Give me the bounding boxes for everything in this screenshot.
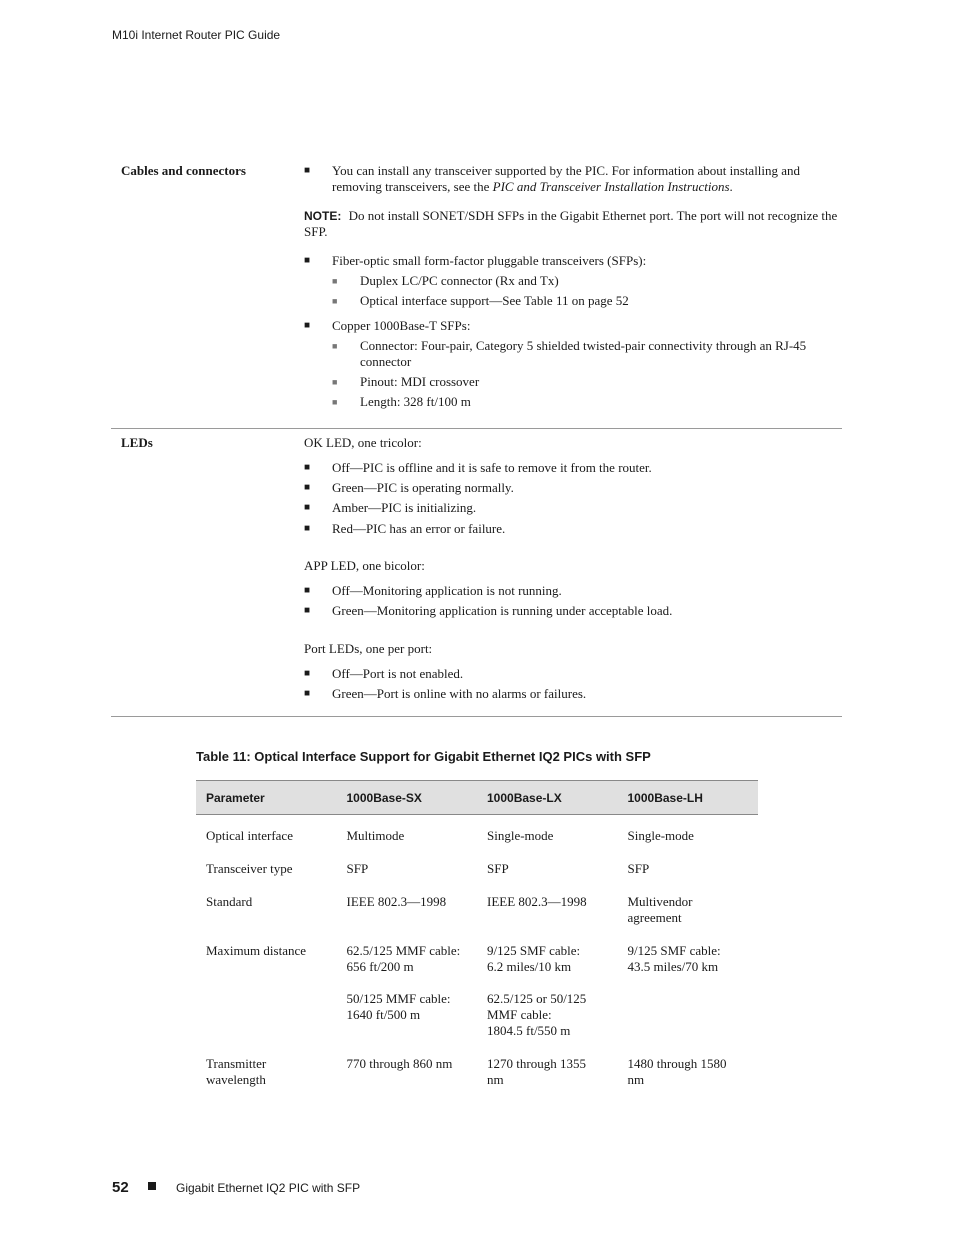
cell-line: nm (627, 1072, 645, 1087)
sub-bullet-text: Duplex LC/PC connector (Rx and Tx) (360, 273, 559, 288)
bullet-fiber-sfp (304, 253, 840, 269)
column-header: 1000Base-LH (618, 781, 759, 815)
ok-led-item (304, 460, 840, 476)
cell-line: 1804.5 ft/550 m (487, 1023, 571, 1038)
table-header-row (196, 781, 758, 815)
small-square-bullet-icon: ■ (332, 377, 338, 387)
square-bullet-icon: ■ (304, 605, 311, 616)
app-led-intro: APP LED, one bicolor: (304, 558, 425, 573)
cell-line: 62.5/125 or 50/125 (487, 991, 587, 1006)
cell-spacer (487, 975, 618, 991)
cables-content (304, 163, 840, 410)
cell-line: 1480 through 1580 (627, 1056, 727, 1071)
table-cell-lx (477, 844, 618, 877)
table-cell-param (196, 877, 337, 926)
column-header: Parameter (196, 781, 337, 815)
cell-line: nm (487, 1072, 504, 1087)
app-led-item (304, 603, 840, 619)
table-cell-sx (337, 844, 478, 877)
doc-reference: PIC and Transceiver Installation Instructions (492, 179, 730, 194)
footer-section-title: Gigabit Ethernet IQ2 PIC with SFP (176, 1181, 361, 1195)
cell-line: 43.5 miles/70 km (627, 959, 719, 974)
table-row (196, 1039, 758, 1088)
cell-line: SFP (487, 861, 509, 876)
small-square-bullet-icon: ■ (332, 276, 338, 286)
ok-led-item (304, 521, 840, 537)
bullet-text: Red—PIC has an error or failure. (332, 521, 506, 536)
note-text: Do not install SONET/SDH SFPs in the Gigabit Ethernet port. The port will not recognize the SFP. (304, 208, 838, 239)
table-row (196, 877, 758, 926)
table-body (196, 815, 758, 1089)
sub-bullet (332, 273, 840, 289)
bullet-text: Amber—PIC is initializing. (332, 500, 477, 515)
cell-line: agreement (627, 910, 682, 925)
square-bullet-icon: ■ (304, 688, 311, 699)
cell-spacer (347, 975, 478, 991)
sub-bullet-text: Optical interface support—See Table 11 on page 52 (360, 293, 629, 308)
small-square-bullet-icon: ■ (332, 296, 338, 306)
cell-line: SFP (627, 861, 650, 876)
cell-line: Transceiver type (206, 861, 293, 876)
ok-led-intro: OK LED, one tricolor: (304, 435, 422, 450)
table-cell-param (196, 844, 337, 877)
table-cell-param (196, 815, 337, 845)
square-bullet-icon: ■ (304, 482, 311, 493)
column-header: 1000Base-LX (477, 781, 618, 815)
sub-bullet-text: Length: 328 ft/100 m (360, 394, 471, 409)
table-cell-lh (618, 926, 759, 1039)
ok-led-item (304, 480, 840, 496)
bullet-text: Off—PIC is offline and it is safe to remove it from the router. (332, 460, 652, 475)
bullet-transceivers (304, 163, 840, 195)
cell-line: 1270 through 1355 (487, 1056, 586, 1071)
bullet-text: You can install any transceiver supported by the PIC. For information about installing and removing transceivers, see the PIC and Transceiver Installation Instructions. (332, 163, 801, 194)
cell-line: IEEE 802.3—1998 (487, 894, 587, 909)
square-bullet-icon: ■ (304, 502, 311, 513)
table-cell-lx (477, 815, 618, 845)
table-cell-lx (477, 1039, 618, 1088)
square-bullet-icon: ■ (304, 585, 311, 596)
bullet-text: Green—PIC is operating normally. (332, 480, 514, 495)
sub-bullet (332, 374, 840, 390)
sub-bullet (332, 338, 840, 370)
cell-line: wavelength (206, 1072, 266, 1087)
sub-bullet-text: Pinout: MDI crossover (360, 374, 480, 389)
cell-line: 656 ft/200 m (346, 959, 414, 974)
table-row (196, 844, 758, 877)
section-divider (111, 428, 842, 429)
table-cell-sx (337, 815, 478, 845)
cell-line: Transmitter (206, 1056, 267, 1071)
note-label: NOTE: (304, 209, 342, 223)
cell-line: 9/125 SMF cable: (487, 943, 581, 958)
app-led-item (304, 583, 840, 599)
cell-line: 9/125 SMF cable: (627, 943, 721, 958)
cell-line: Single-mode (487, 828, 554, 843)
cell-line: SFP (346, 861, 369, 876)
cell-line: Single-mode (627, 828, 694, 843)
leds-label: LEDs (121, 435, 153, 450)
cell-line: 770 through 860 nm (346, 1056, 453, 1071)
cell-line: Optical interface (206, 828, 293, 843)
cables-label: Cables and connectors (121, 163, 246, 178)
port-led-item (304, 686, 840, 702)
cell-line: Multivendor (627, 894, 693, 909)
bullet-copper-sfp (304, 318, 840, 334)
running-header: M10i Internet Router PIC Guide (112, 28, 281, 42)
sub-bullet (332, 293, 840, 309)
table-cell-lx (477, 877, 618, 926)
cell-line: 50/125 MMF cable: (346, 991, 451, 1006)
cell-line: MMF cable: (487, 1007, 552, 1022)
table-cell-param (196, 1039, 337, 1088)
square-bullet-icon: ■ (304, 320, 311, 331)
table-cell-lh (618, 877, 759, 926)
ok-led-item (304, 500, 840, 516)
square-bullet-icon: ■ (304, 255, 311, 266)
table-cell-sx (337, 877, 478, 926)
cell-line: 62.5/125 MMF cable: (346, 943, 461, 958)
square-bullet-icon: ■ (304, 523, 311, 534)
cell-line: Multimode (346, 828, 405, 843)
table-cell-sx (337, 1039, 478, 1088)
cell-line: 1640 ft/500 m (346, 1007, 421, 1022)
bullet-text: Copper 1000Base-T SFPs: (332, 318, 471, 333)
cell-line: Standard (206, 894, 253, 909)
table-cell-lh (618, 815, 759, 845)
column-header: 1000Base-SX (337, 781, 478, 815)
table-cell-lh (618, 844, 759, 877)
table-cell-param (196, 926, 337, 1039)
bullet-text: Off—Port is not enabled. (332, 666, 464, 681)
sub-bullet (332, 394, 840, 410)
square-bullet-icon: ■ (304, 462, 311, 473)
bullet-text: Off—Monitoring application is not running. (332, 583, 562, 598)
bullet-text: Green—Monitoring application is running under acceptable load. (332, 603, 673, 618)
sub-bullet-text: Connector: Four-pair, Category 5 shielded twisted-pair connectivity through an RJ-45 connector (360, 338, 807, 369)
table-cell-sx (337, 926, 478, 1039)
page-number: 52 (112, 1179, 129, 1196)
square-bullet-icon: ■ (304, 165, 311, 176)
cell-line: 6.2 miles/10 km (487, 959, 572, 974)
table-row (196, 815, 758, 845)
footer-square-icon (148, 1182, 156, 1190)
bullet-text: Fiber-optic small form-factor pluggable transceivers (SFPs): (332, 253, 647, 268)
table-cell-lx (477, 926, 618, 1039)
port-led-item (304, 666, 840, 682)
table-row (196, 926, 758, 1039)
cell-line: IEEE 802.3—1998 (346, 894, 447, 909)
note (304, 208, 840, 240)
leds-content (304, 435, 840, 702)
small-square-bullet-icon: ■ (332, 397, 338, 407)
table-cell-lh (618, 1039, 759, 1088)
cell-line: Maximum distance (206, 943, 307, 958)
small-square-bullet-icon: ■ (332, 341, 338, 351)
bullet-text: Green—Port is online with no alarms or failures. (332, 686, 587, 701)
square-bullet-icon: ■ (304, 668, 311, 679)
optical-interface-table (196, 780, 758, 1088)
port-led-intro: Port LEDs, one per port: (304, 641, 433, 656)
table-caption: Table 11: Optical Interface Support for Gigabit Ethernet IQ2 PICs with SFP (196, 749, 651, 764)
section-divider (111, 716, 842, 717)
